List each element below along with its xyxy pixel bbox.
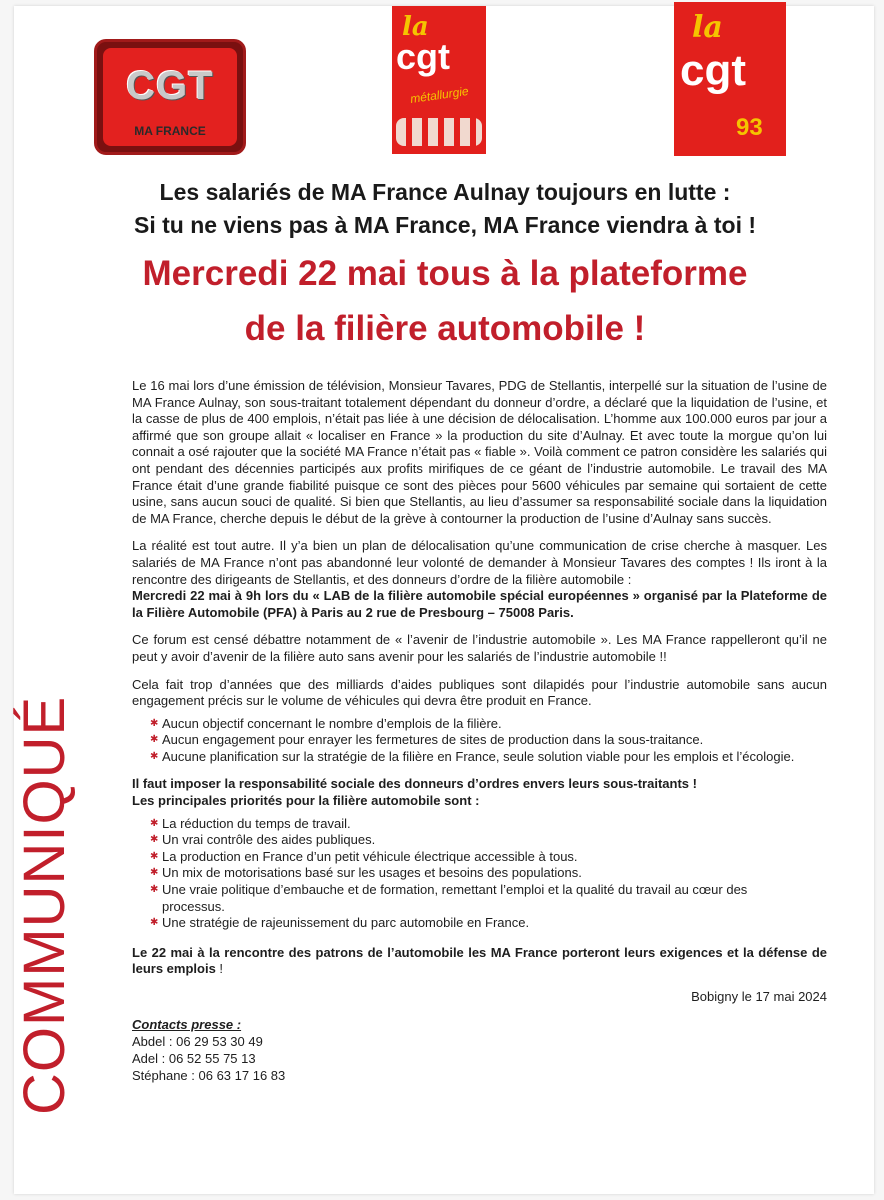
contacts-title: Contacts presse : (132, 1016, 242, 1032)
cgt-metallurgie-logo (392, 6, 486, 154)
bullet-star-icon: ✱ (150, 884, 159, 896)
logo3-cgt: cgt (680, 46, 746, 95)
list-item: ✱ La réduction du temps de travail. (150, 815, 351, 831)
communique-body (132, 378, 827, 1084)
list-item: ✱ Aucune planification sur la stratégie de la filière en France, seule solution viable pour les emplois et l’écologie. (150, 748, 795, 764)
paragraph-public-aid: Cela fait trop d’années que des milliards d’aides publiques sont dilapidés pour l’industrie automobile sans aucun engagement précis sur le volume de véhicules qui devra être produit en France. (132, 676, 827, 709)
bullet-star-icon: ✱ (150, 867, 159, 879)
paragraph-reality: La réalité est tout autre. Il y’a bien un plan de délocalisation qu’une communication de crise cherche à masquer. Les salariés de MA France n’ont pas abandonné leur volonté de demander à Monsieur Tavares des comptes ! Ils iront à la rencontre des dirigeants de Stellantis, et des donneurs d’ordre de la filière automobile : (132, 538, 827, 587)
main-title-line-1: Mercredi 22 mai tous à la plateforme (142, 254, 748, 293)
paragraph-responsibility: Il faut imposer la responsabilité sociale des donneurs d’ordres envers leurs sous-traitants ! (132, 776, 697, 792)
bullet-star-icon: ✱ (150, 834, 159, 846)
paragraph-intro: Le 16 mai lors d’une émission de télévision, Monsieur Tavares, PDG de Stellantis, interpellé sur la situation de l’usine de MA France Aulnay, son sous-traitant totalement dépendant du donneur d’ordre, a déclaré que la liquidation de l’usine, et la casse de plus de 400 emplois, n’était pas liée à une décision de délocalisation. L’homme aux 100.000 euros par jour a affirmé que son groupe allait « localiser en France » la production du site d’Aulnay. Et avec toute la morgue qu’on lui connait a osé rajouter que la société MA France n’était pas « fiable ». Voilà comment ce patron considère les salariés qui ont pendant des décennies participés aux profits mirifiques de ce géant de l’industrie automobile. Le travail des MA France était d’une grande fiabilité puisque ce sont des pièces pour 5600 véhicules par semaine qui sortaient de cette usine, sans aucun souci de qualité. Si bien que Stellantis, au lieu d’assumer sa responsabilité sociale dans la liquidation de MA France, cherche depuis le début de la grève à contourner la production de l’usine d’Aulnay sans succès. (132, 378, 827, 526)
logo3-la: la (692, 10, 723, 45)
bullet-star-icon: ✱ (150, 917, 159, 929)
contact-adel: Adel : 06 52 55 75 13 (132, 1050, 256, 1066)
list-item: ✱ Une vraie politique d’embauche et de formation, remettant l’emploi et la qualité du travail au cœur des processus. (150, 882, 748, 914)
logo3-sub: 93 (736, 114, 763, 141)
bullet-star-icon: ✱ (150, 850, 159, 862)
press-contacts (132, 1016, 827, 1084)
bullet-star-icon: ✱ (150, 734, 159, 746)
bullet-star-icon: ✱ (150, 717, 159, 729)
list-item: ✱ Un mix de motorisations basé sur les usages et besoins des populations. (150, 865, 582, 881)
bullet-star-icon: ✱ (150, 750, 159, 762)
date-line: Bobigny le 17 mai 2024 (691, 989, 827, 1004)
list-item: ✱ Aucun engagement pour enrayer les fermetures de sites de production dans la sous-traitance. (150, 732, 704, 748)
list-priorities (150, 816, 800, 932)
logo1-text: CGT (126, 64, 214, 108)
paragraph-priorities-intro: Les principales priorités pour la filière automobile sont : (132, 793, 480, 809)
main-title-line-2: de la filière automobile ! (244, 309, 646, 348)
cgt-93-logo (674, 2, 786, 156)
contact-abdel: Abdel : 06 29 53 30 49 (132, 1033, 263, 1049)
list-item: ✱ Un vrai contrôle des aides publiques. (150, 832, 376, 848)
subtitle-line-2: Si tu ne viens pas à MA France, MA France viendra à toi ! (133, 212, 757, 238)
paragraph-forum: Ce forum est censé débattre notamment de « l’avenir de l’industrie automobile ». Les MA France rappelleront qu’il ne peut y avoir d’avenir de la filière auto sans avenir pour les salariés de l’industrie automobile !! (132, 632, 827, 664)
list-item: ✱ Aucun objectif concernant le nombre d’emplois de la filière. (150, 715, 502, 731)
logo1-sub: MA FRANCE (134, 124, 206, 138)
logo2-cgt: cgt (396, 36, 450, 77)
subtitle-line-1: Les salariés de MA France Aulnay toujours en lutte : (159, 179, 731, 205)
contact-stephane: Stéphane : 06 63 17 16 83 (132, 1067, 286, 1083)
cgt-ma-france-logo (94, 39, 246, 155)
logo2-sub: métallurgie (409, 83, 470, 107)
list-item: ✱ La production en France d’un petit véhicule électrique accessible à tous. (150, 848, 578, 864)
logo2-la: la (402, 12, 429, 42)
bullet-star-icon: ✱ (150, 817, 159, 829)
paragraph-closing: Le 22 mai à la rencontre des patrons de l’automobile les MA France porteront leurs exigences et la défense de leurs emplois ! (132, 944, 827, 977)
paragraph-event-details: Mercredi 22 mai à 9h lors du « LAB de la filière automobile spécial européennes » organisé par la Plateforme de la Filière Automobile (PFA) à Paris au 2 rue de Presbourg – 75008 Paris. (132, 588, 827, 620)
list-item: ✱ Une stratégie de rajeunissement du parc automobile en France. (150, 915, 530, 931)
list-grievances (150, 716, 827, 766)
communique-label: COMMUNIQUÉ (12, 695, 77, 1115)
faces-illustration (396, 118, 482, 146)
